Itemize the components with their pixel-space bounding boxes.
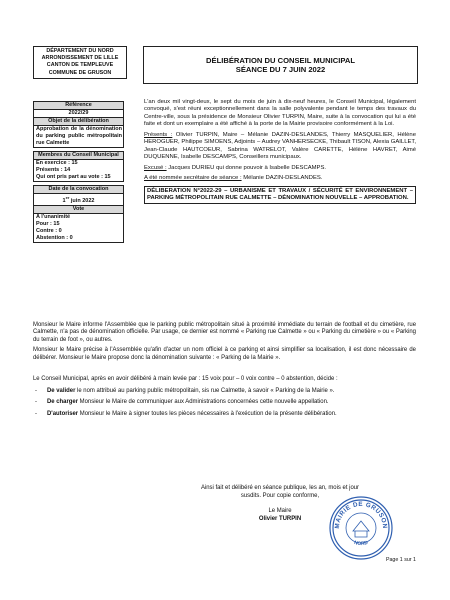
header-arrondissement: ARRONDISSEMENT DE LILLE [41, 55, 119, 62]
decision-list [33, 388, 416, 418]
header-title-box [143, 46, 418, 84]
members-in-office: En exercice : 15 [36, 160, 78, 166]
object-value: Approbation de la dénomination du parking public métropolitain rue Calmette [36, 126, 122, 146]
excuse-text: Jacques DURIEU qui donne pouvoir à Isabelle DESCAMPS. [166, 164, 327, 171]
seal-top-text: MAIRIE DE GRUSON [333, 500, 389, 529]
presents-label: Présents : [144, 131, 173, 138]
document-title: DÉLIBÉRATION DU CONSEIL MUNICIPAL [206, 55, 355, 65]
body-paragraph-1: Monsieur le Maire informe l'Assemblée que le parking public métropolitain situé à proximité immédiate du terrain de football et du cimetière, rue Calmette, n'a pas de dénomination officielle. Par usage, ce dernier est nommé « Parking rue Calmette » ou « Parking du cimetière » ou « Parking du terrain de foot », ou autres. [33, 322, 416, 343]
session-date: SÉANCE DU 7 JUIN 2022 [235, 65, 326, 74]
reference-box [33, 101, 124, 148]
convocation-box [33, 185, 124, 243]
convocation-day: 1 [62, 197, 66, 204]
town-hall-seal [328, 495, 394, 561]
header-canton: CANTON DE TEMPLEUVE [46, 62, 114, 69]
excuse-paragraph [144, 165, 416, 172]
decision-item-verb: D'autoriser [47, 410, 79, 417]
secretary-name: Mélanie DAZIN-DESLANDES. [241, 175, 323, 182]
secretary-label: A été nommée secrétaire de séance : [144, 175, 242, 182]
decision-item-verb: De valider [47, 387, 76, 394]
closing-line-2: susdits. Pour copie conforme, [240, 493, 320, 500]
members-present: Présents : 14 [36, 167, 71, 173]
svg-text:MAIRIE DE GRUSON [334, 501, 388, 529]
deliberation-body [33, 322, 416, 422]
decision-item-verb: De charger [47, 399, 79, 406]
vote-against: Contre : 0 [36, 227, 62, 234]
session-details [144, 99, 416, 204]
decision-item [33, 411, 416, 418]
convocation-day-suffix: er [65, 195, 70, 200]
page-number: Page 1 sur 1 [385, 557, 416, 563]
convocation-label: Date de la convocation [34, 186, 123, 194]
signatory-role: Le Maire [268, 507, 292, 514]
vote-for: Pour : 15 [36, 220, 60, 227]
signatory-name: Olivier TURPIN [258, 516, 302, 523]
body-paragraph-2: Monsieur le Maire précise à l'Assemblée qu'afin d'acter un nom officiel à ce parking et ainsi simplifier sa localisation, il est donc nécessaire de délibérer. Monsieur le Maire propose donc la dénomination suivante : « Parking de la Mairie ». [33, 347, 416, 361]
members-voting: Qui ont pris part au vote : 15 [36, 174, 111, 180]
decision-paragraph: Le Conseil Municipal, après en avoir délibéré à main levée par : 15 voix pour – 0 voix contre – 0 abstention, décide : [33, 376, 338, 383]
presents-paragraph [144, 132, 416, 162]
convocation-date [34, 194, 123, 205]
deliberation-sidebar [33, 101, 124, 246]
presents-list: Olivier TURPIN, Maire – Mélanie DAZIN-DESLANDES, Thierry MASQUELIER, Hélène HEROGUER, Philippe SIMOENS, Adjoints – Audrey VANHERSECKE, Thibault TISON, Alexia GAILLET, Jean-Claude HAUTCOEUR, Sabrina WATRELOT, Valère CARETTE, Hélène HAVRET, Aimé DUQUENNE, Isabelle DESCAMPS, Conseillers municipaux. [144, 131, 416, 161]
vote-label: Vote [34, 205, 123, 214]
decision-item-text: Monsieur le Maire à signer toutes les pièces nécessaires à l'exécution de la présente délibération. [78, 410, 337, 417]
deliberation-title: DÉLIBERATION N°2022-29 – URBANISME ET TRAVAUX / SÉCURITÉ ET ENVIRONNEMENT – PARKING MÉTROPOLITAIN RUE CALMETTE – DÉNOMINATION NOUVELLE – APPROBATION. [144, 186, 416, 205]
vote-abstention: Abstention : 0 [36, 234, 73, 241]
reference-value: 2022/29 [68, 110, 89, 116]
convocation-month-year: juin 2022 [69, 197, 95, 204]
svg-text:NORD [353, 540, 369, 547]
seal-bottom-text: NORD [353, 539, 369, 548]
decision-item [33, 399, 416, 406]
header-administrative-box [33, 46, 127, 79]
object-label: Objet de la délibération [34, 117, 123, 126]
reference-label: Référence [34, 102, 123, 110]
secretary-paragraph [144, 175, 416, 182]
header-department: DÉPARTEMENT DU NORD [46, 48, 114, 54]
intro-paragraph: L'an deux mil vingt-deux, le sept du mois de juin à dix-neuf heures, le Conseil Municipal, légalement convoqué, s'est réuni exceptionnellement dans la salle polyvalente pendant le temps des travaux du Centre-ville, sous la présidence de Monsieur Olivier TURPIN, Maire, suite à la convocation qui lui a été faite et dont un exemplaire a été affiché à la porte de la Mairie provisoire conformément à la Loi. [144, 99, 416, 128]
members-box [33, 151, 124, 182]
header-commune: COMMUNE DE GRUSON [48, 69, 112, 76]
decision-item-text: Monsieur le Maire de communiquer aux Administrations concernées cette nouvelle appellation. [78, 399, 329, 406]
vote-unanimity: A l'unanimité [36, 213, 71, 220]
decision-item [33, 388, 416, 395]
excuse-label: Excusé : [144, 164, 167, 171]
members-label: Membres du Conseil Municipal [34, 152, 123, 160]
decision-item-text: le nom attribué au parking public métropolitain, sis rue Calmette, à savoir « Parking de la Mairie ». [75, 387, 335, 394]
closing-line-1: Ainsi fait et délibéré en séance publique, les an, mois et jour [200, 485, 360, 491]
